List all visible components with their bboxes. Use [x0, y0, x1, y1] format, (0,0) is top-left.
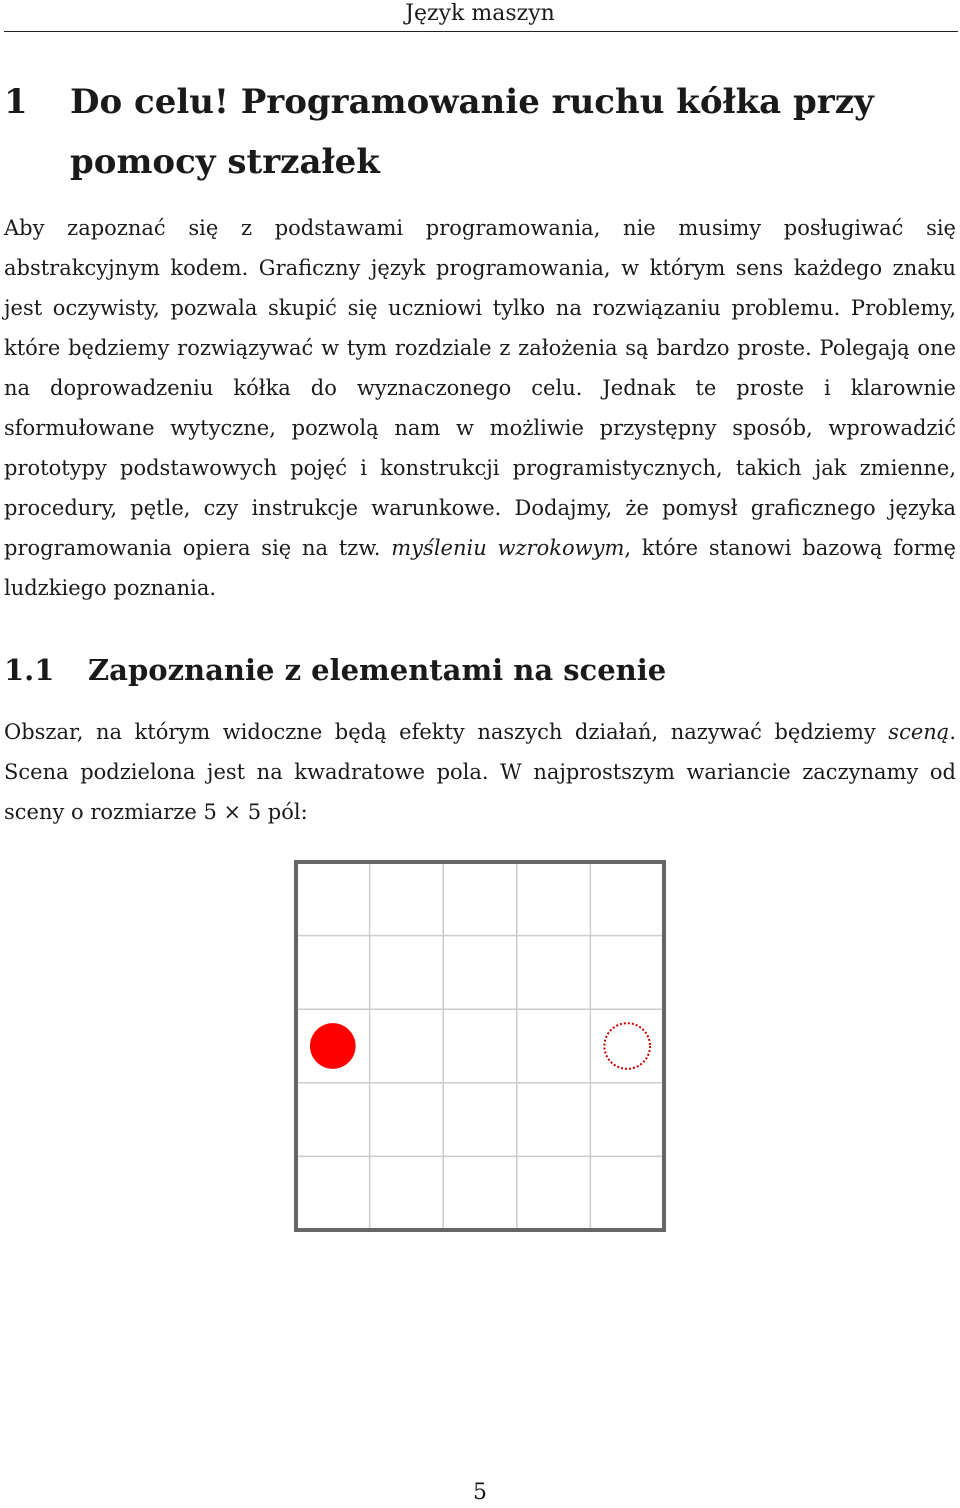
section-heading [4, 72, 954, 192]
section-title: Do celu! Programowanie ruchu kółka przy pomocy strzałek [70, 82, 874, 182]
intro-emphasis: myśleniu wzrokowym [391, 536, 625, 560]
subsection-heading [4, 648, 954, 692]
header-rule [4, 31, 958, 32]
scene-paragraph [4, 712, 956, 832]
intro-paragraph [4, 208, 956, 608]
scene-grid [294, 860, 666, 1232]
intro-text-2: , które stanowi bazową formę ludzkiego poznania. [4, 536, 956, 600]
subsection-title: Zapoznanie z elementami na scenie [88, 653, 667, 687]
scene-emphasis: sceną [888, 720, 950, 744]
running-head: Język maszyn [405, 1, 555, 26]
scene-text-2: . Scena podzielona jest na kwadratowe pola. W najprostszym wariancie zaczynamy od sceny o rozmiarze 5 × 5 pól: [4, 720, 956, 824]
ball [310, 1023, 356, 1069]
section-number: 1 [4, 82, 28, 122]
page-number: 5 [473, 1480, 487, 1505]
intro-text-1: Aby zapoznać się z podstawami programowania, nie musimy posługiwać się abstrakcyjnym kodem. Graficzny język programowania, w którym sens każdego znaku jest oczywisty, pozwala skupić się uczniowi tylko na rozwiązaniu problemu. Problemy, które będziemy rozwiązywać w tym rozdziale z założenia są bardzo proste. Polegają one na doprowadzeniu kółka do wyznaczonego celu. Jednak te proste i klarownie sformułowane wytyczne, pozwolą nam w możliwie przystępny sposób, wprowadzić prototypy podstawowych pojęć i konstrukcji programistycznych, takich jak zmienne, procedury, pętle, czy instrukcje warunkowe. Dodajmy, że pomysł graficznego języka programowania opiera się na tzw. [4, 216, 956, 560]
scene-text-1: Obszar, na którym widoczne będą efekty naszych działań, nazywać będziemy [4, 720, 889, 744]
subsection-number: 1.1 [4, 653, 55, 687]
